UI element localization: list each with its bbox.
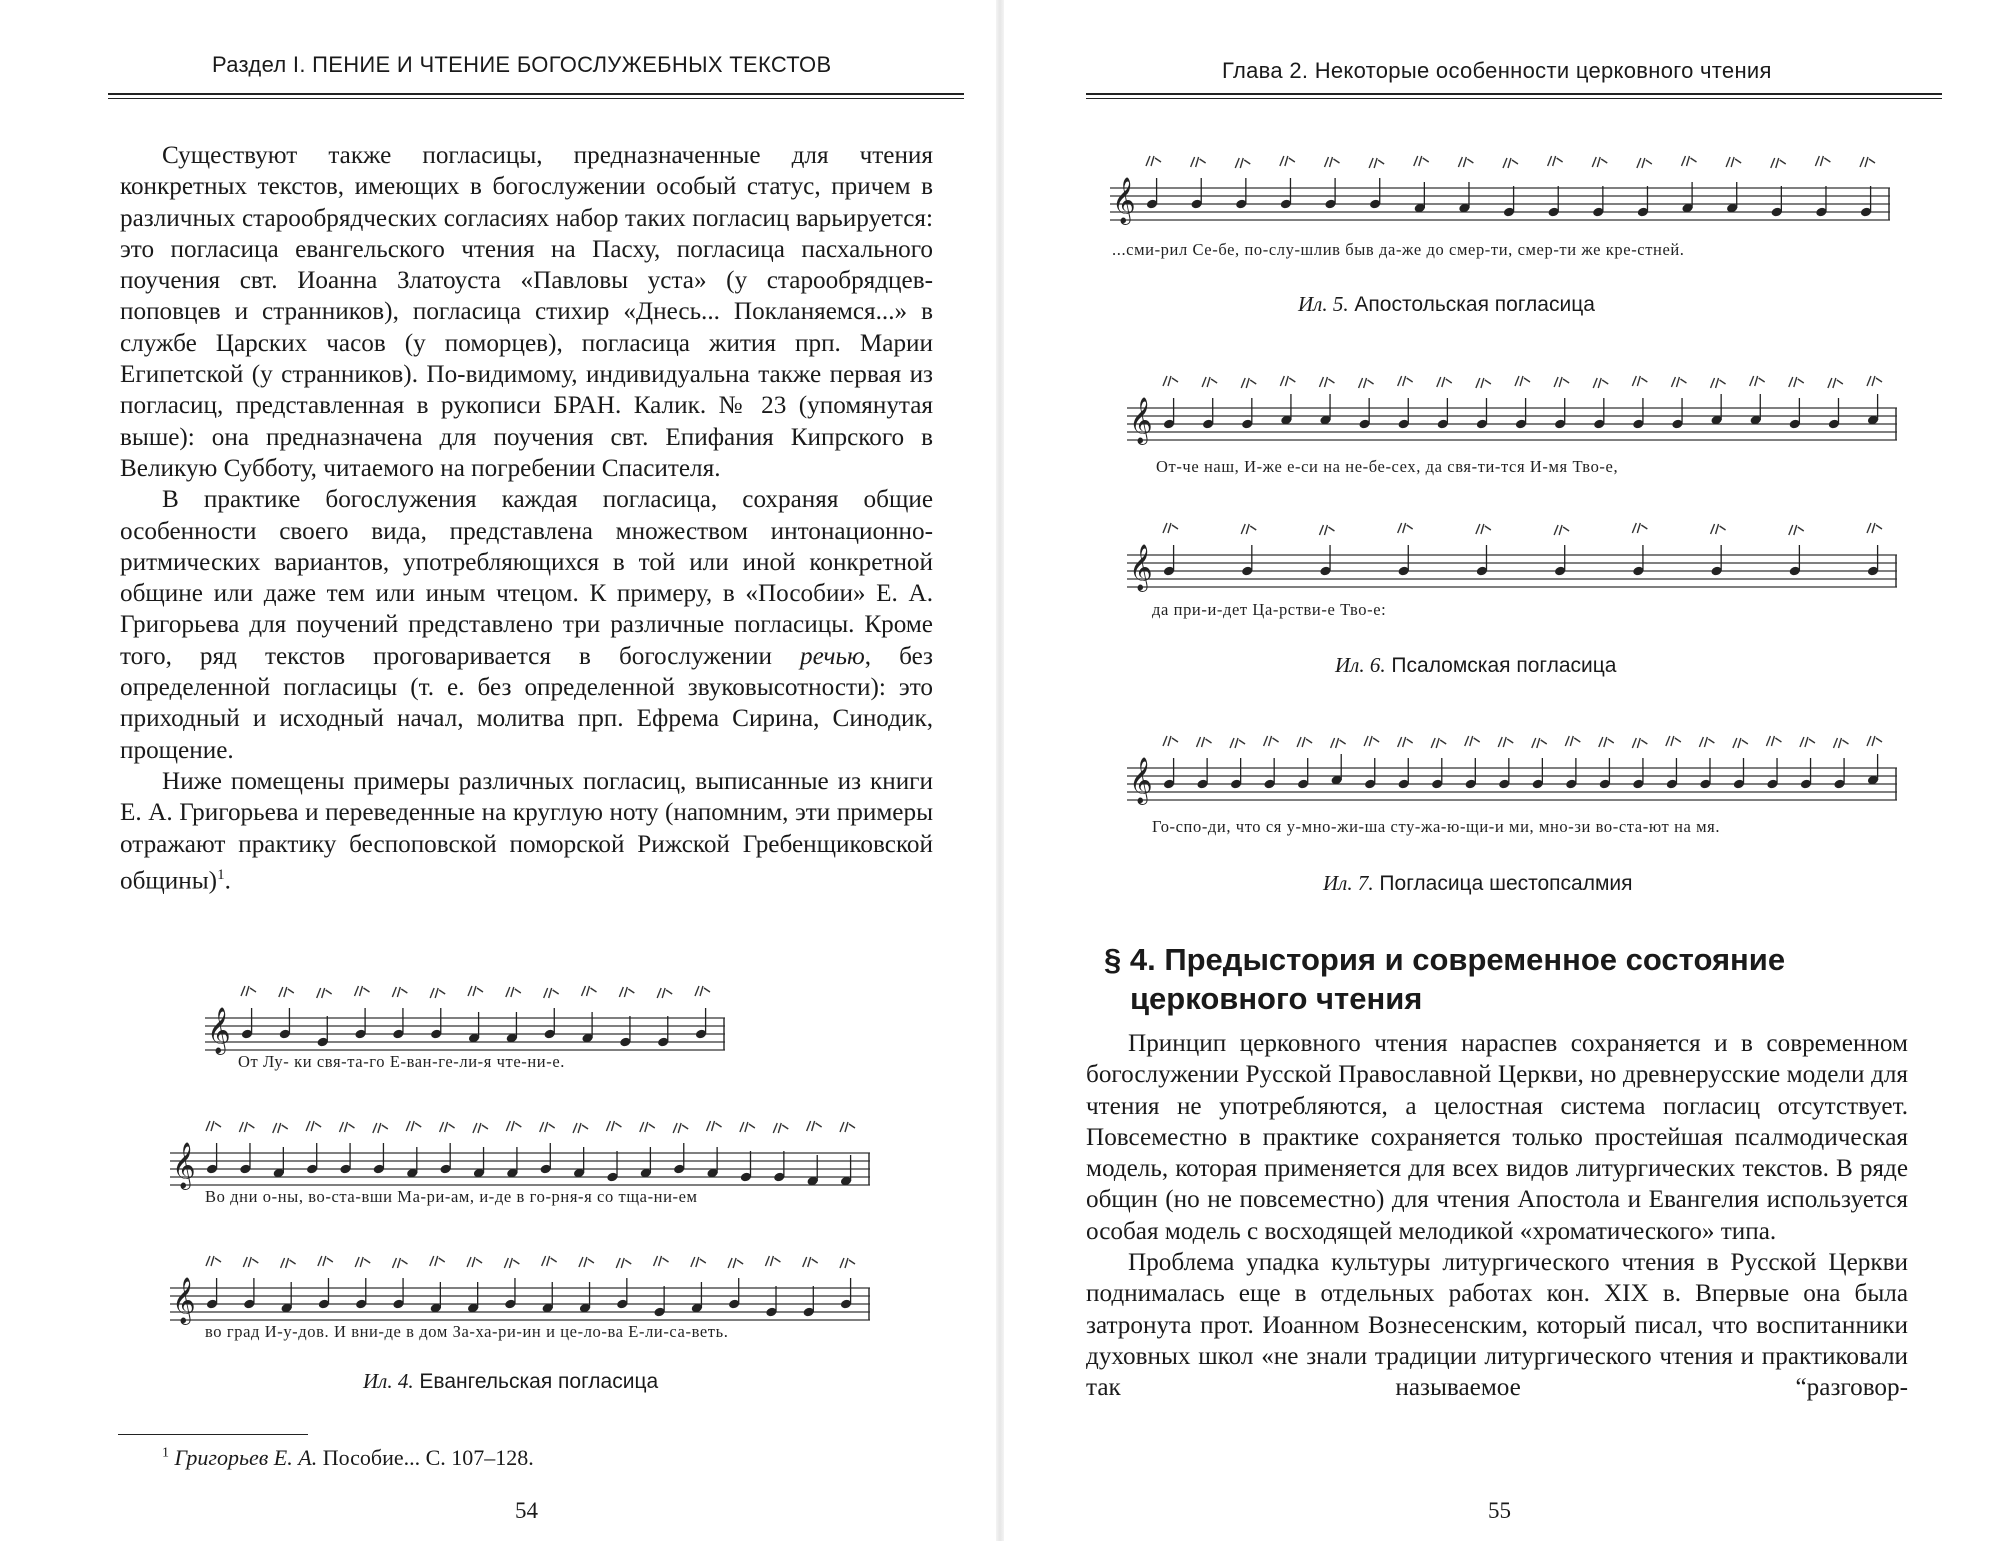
neume-mark bbox=[339, 1122, 354, 1132]
neume-mark bbox=[1682, 156, 1697, 166]
neume-mark bbox=[1280, 156, 1295, 166]
neume-mark bbox=[673, 1123, 688, 1133]
caption-il4: Ил. 4. Евангельская погласица bbox=[363, 1369, 659, 1393]
neume-mark bbox=[1548, 156, 1563, 166]
neume-mark bbox=[1364, 736, 1379, 746]
neume-mark bbox=[468, 986, 483, 996]
caption-il6: Ил. 6. Псаломская погласица bbox=[1335, 653, 1617, 677]
neume-mark bbox=[616, 1258, 631, 1268]
treble-clef: 𝄞 bbox=[1112, 177, 1136, 224]
neume-mark bbox=[1711, 524, 1726, 534]
neume-mark bbox=[1319, 525, 1334, 535]
neume-mark bbox=[406, 1121, 421, 1131]
neume-mark bbox=[317, 988, 332, 998]
lyrics-line: От Лу- ки свя-та-го Е-ван-ге-ли-я чте-ни-е. bbox=[238, 1052, 565, 1071]
neume-mark bbox=[654, 1256, 669, 1266]
neume-mark bbox=[840, 1258, 855, 1268]
neume-mark bbox=[640, 1122, 655, 1132]
neume-mark bbox=[1671, 377, 1686, 387]
neume-mark bbox=[1750, 376, 1765, 386]
main-text bbox=[1086, 1028, 1908, 1404]
neume-mark bbox=[803, 1257, 818, 1267]
neume-mark bbox=[544, 988, 559, 998]
neume-mark bbox=[807, 1121, 822, 1131]
running-header: Глава 2. Некоторые особенности церковного чтения bbox=[1222, 58, 1772, 83]
neume-mark bbox=[1789, 377, 1804, 387]
neume-mark bbox=[1554, 525, 1569, 535]
neume-mark bbox=[506, 1121, 521, 1131]
neume-mark bbox=[1319, 377, 1334, 387]
treble-clef: 𝄞 bbox=[1129, 397, 1153, 444]
lyrics-line: да при-и-дет Ца-рстви-е Тво-е: bbox=[1152, 600, 1387, 619]
neume-mark bbox=[582, 986, 597, 996]
neume-mark bbox=[355, 1257, 370, 1267]
neume-mark bbox=[440, 1122, 455, 1132]
neume-mark bbox=[542, 1256, 557, 1266]
staff-il5 bbox=[1110, 140, 1890, 240]
neume-mark bbox=[243, 1257, 258, 1267]
header-rule bbox=[1086, 93, 1942, 99]
neume-mark bbox=[306, 1121, 321, 1131]
neume-mark bbox=[467, 1257, 482, 1267]
neume-mark bbox=[1593, 378, 1608, 388]
neume-mark bbox=[1437, 377, 1452, 387]
neume-mark bbox=[1733, 738, 1748, 748]
neume-mark bbox=[1197, 737, 1212, 747]
right-page bbox=[1000, 0, 2000, 1541]
footnote-rule bbox=[118, 1434, 308, 1435]
neume-mark bbox=[206, 1256, 221, 1266]
paragraph: Проблема упадка культуры литургического чтения в Русской Церкви поднималась еще в отдельных работах кон. XIX в. Впервые она была затронута прот. Иоанном Вознесенским, который писал, что воспитанники духовных школ «не знали традиции литургического чтения и практиковали так называемое “разговор- bbox=[1086, 1249, 1908, 1402]
neume-mark bbox=[773, 1123, 788, 1133]
emphasis: речью bbox=[800, 642, 865, 670]
neume-mark bbox=[1828, 378, 1843, 388]
header-rule bbox=[108, 93, 964, 99]
neume-mark bbox=[840, 1122, 855, 1132]
caption-il5: Ил. 5. Апостольская погласица bbox=[1298, 292, 1595, 316]
neume-mark bbox=[1235, 158, 1250, 168]
neume-mark bbox=[573, 1123, 588, 1133]
footnote-ref: 1 bbox=[217, 866, 225, 883]
neume-mark bbox=[1325, 157, 1340, 167]
lyrics-line: Го-спо-ди, что ся у-мно-жи-ша сту-жа-ю-щи-и ми, мно-зи во-ста-ют на мя. bbox=[1152, 817, 1721, 836]
lyrics-line: ...сми-рил Се-бе, по-слу-шлив быв да-же до смер-ти, смер-ти же кре-стней. bbox=[1112, 240, 1685, 259]
neume-mark bbox=[1800, 737, 1815, 747]
neume-mark bbox=[1458, 157, 1473, 167]
neume-mark bbox=[1191, 157, 1206, 167]
paragraph: Принцип церковного чтения нараспев сохраняется и в современном богослужении Русской Православной Церкви, но древнерусские модели для чтения не употребляются, а целостная система погласиц отсутствует. Повсеместно в практике сохраняется только простейшая псалмодическая модель, которая применяется для всех видов литургических текстов. В ряде общин (но не повсеместно) для чтения Апостола и Евангелия используется особая модель с восходящей мелодикой «хроматического» типа. bbox=[1086, 1030, 1908, 1245]
treble-clef: 𝄞 bbox=[207, 1007, 231, 1054]
neume-mark bbox=[1498, 737, 1513, 747]
neume-mark bbox=[1398, 523, 1413, 533]
neume-mark bbox=[1867, 523, 1882, 533]
neume-mark bbox=[1431, 738, 1446, 748]
neume-mark bbox=[504, 1258, 519, 1268]
neume-mark bbox=[1476, 378, 1491, 388]
neume-mark bbox=[355, 986, 370, 996]
running-header: Раздел I. ПЕНИЕ И ЧТЕНИЕ БОГОСЛУЖЕБНЫХ ТЕКСТОВ bbox=[212, 52, 832, 77]
neume-mark bbox=[1163, 376, 1178, 386]
neume-mark bbox=[1241, 524, 1256, 534]
neume-mark bbox=[1398, 376, 1413, 386]
neume-mark bbox=[1867, 376, 1882, 386]
lyrics-line: От-че наш, И-же е-си на не-бе-сех, да свя-ти-тся И-мя Тво-е, bbox=[1156, 457, 1619, 476]
section-heading: § 4. Предыстория и современное состояние церковного чтения bbox=[1104, 942, 1786, 1016]
neume-mark bbox=[430, 1256, 445, 1266]
neume-mark bbox=[619, 987, 634, 997]
main-text bbox=[120, 140, 933, 897]
neume-mark bbox=[1860, 157, 1875, 167]
neume-mark bbox=[1711, 378, 1726, 388]
neume-mark bbox=[279, 987, 294, 997]
neume-mark bbox=[1867, 736, 1882, 746]
paragraph: Ниже помещены примеры различных погласиц, выписанные из книги Е. А. Григорьева и переведенные на круглую ноту (напомним, эти примеры отражают практику беспоповской поморской Рижской Гребенщиковской общины)$^1$. bbox=[120, 767, 933, 895]
treble-clef: 𝄞 bbox=[1129, 757, 1153, 804]
neume-mark bbox=[1771, 158, 1786, 168]
neume-mark bbox=[765, 1256, 780, 1266]
neume-mark bbox=[1726, 157, 1741, 167]
neume-mark bbox=[392, 1258, 407, 1268]
treble-clef: 𝄞 bbox=[172, 1142, 196, 1189]
lyrics-line: во град И-у-дов. И вни-де в дом За-ха-ри-ин и це-ло-ва Е-ли-са-веть. bbox=[205, 1322, 729, 1341]
neume-mark bbox=[1202, 377, 1217, 387]
neume-mark bbox=[1599, 737, 1614, 747]
staff-il6a bbox=[1127, 360, 1897, 460]
neume-mark bbox=[1515, 376, 1530, 386]
neume-mark bbox=[239, 1122, 254, 1132]
treble-clef: 𝄞 bbox=[1129, 544, 1153, 591]
neume-mark bbox=[281, 1258, 296, 1268]
neume-mark bbox=[206, 1121, 221, 1131]
neume-mark bbox=[1414, 156, 1429, 166]
footnote: $^1$ Григорьев Е. А. Пособие... С. 107–128. bbox=[162, 1445, 534, 1470]
neume-mark bbox=[1632, 523, 1647, 533]
neume-mark bbox=[1592, 157, 1607, 167]
neume-mark bbox=[707, 1121, 722, 1131]
neume-mark bbox=[691, 1257, 706, 1267]
neume-mark bbox=[1699, 737, 1714, 747]
neume-mark bbox=[695, 986, 710, 996]
neume-mark bbox=[579, 1257, 594, 1267]
neume-mark bbox=[1789, 525, 1804, 535]
neume-mark bbox=[1163, 736, 1178, 746]
neume-mark bbox=[740, 1122, 755, 1132]
neume-mark bbox=[1230, 738, 1245, 748]
neume-mark bbox=[728, 1258, 743, 1268]
page-number: 54 bbox=[515, 1498, 538, 1523]
neume-mark bbox=[657, 988, 672, 998]
page-number: 55 bbox=[1488, 1498, 1511, 1523]
lyrics-line: Во дни о-ны, во-ста-вши Ма-ри-ам, и-де в го-рня-я со тща-ни-ем bbox=[205, 1187, 698, 1206]
neume-mark bbox=[473, 1123, 488, 1133]
neume-mark bbox=[1815, 156, 1830, 166]
neume-mark bbox=[540, 1122, 555, 1132]
neume-mark bbox=[1833, 738, 1848, 748]
neume-mark bbox=[1331, 738, 1346, 748]
paragraph: В практике богослужения каждая погласица, сохраняя общие особенности своего вида, представлена множеством интонационно-ритмических вариантов, употребляющихся в той или иной конкретной общине или даже тем или иным чтецом. К примеру, в «Пособии» Е. А. Григорьева для поучений представлено три различные погласицы. Кроме того, ряд текстов проговаривается в богослужении речью, без определенной погласицы (т. е. без определенной звуковысотности): это приходный и исходный начал, молитва прп. Ефрема Сирина, Синодик, прощение. bbox=[120, 486, 934, 764]
neume-mark bbox=[1632, 376, 1647, 386]
neume-mark bbox=[1465, 736, 1480, 746]
neume-mark bbox=[373, 1123, 388, 1133]
paragraph: Существуют также погласицы, предназначенные для чтения конкретных текстов, имеющих в богослужении особый статус, причем в различных старообрядческих согласиях набор таких погласиц варьируется: это погласица евангельского чтения на Пасху, погласица пасхального поучения свт. Иоанна Златоуста «Павловы уста» (у старообрядцев-поповцев и странников), погласица стихир «Днесь... Покланяемся...» в службе Царских часов (у поморцев), погласица жития прп. Марии Египетской (у странников). По-видимому, индивидуальна также первая из погласиц, представленная в рукописи БРАН. Калик. № 23 (упомянутая выше): она предназначена для поучения свт. Епифания Кипрского в Великую Субботу, читаемого на погребении Спасителя. bbox=[120, 142, 933, 482]
neume-mark bbox=[606, 1121, 621, 1131]
neume-mark bbox=[1532, 738, 1547, 748]
neume-mark bbox=[506, 987, 521, 997]
neume-mark bbox=[1554, 377, 1569, 387]
staff-il6b bbox=[1127, 507, 1897, 607]
neume-mark bbox=[1297, 737, 1312, 747]
neume-mark bbox=[1163, 523, 1178, 533]
neume-mark bbox=[1398, 737, 1413, 747]
neume-mark bbox=[273, 1123, 288, 1133]
neume-mark bbox=[1369, 158, 1384, 168]
neume-mark bbox=[1476, 524, 1491, 534]
neume-mark bbox=[1359, 378, 1374, 388]
neume-mark bbox=[1280, 376, 1295, 386]
staff-il7 bbox=[1127, 720, 1897, 820]
treble-clef: 𝄞 bbox=[172, 1277, 196, 1324]
caption-il7: Ил. 7. Погласица шестопсалмия bbox=[1323, 871, 1633, 895]
neume-mark bbox=[1503, 158, 1518, 168]
neume-mark bbox=[1766, 736, 1781, 746]
neume-mark bbox=[392, 987, 407, 997]
neume-mark bbox=[241, 986, 256, 996]
neume-mark bbox=[318, 1256, 333, 1266]
neume-mark bbox=[1632, 738, 1647, 748]
neume-mark bbox=[1666, 736, 1681, 746]
neume-mark bbox=[1241, 378, 1256, 388]
neume-mark bbox=[1637, 158, 1652, 168]
neume-mark bbox=[1146, 156, 1161, 166]
neume-mark bbox=[1565, 736, 1580, 746]
neume-mark bbox=[430, 988, 445, 998]
neume-mark bbox=[1264, 736, 1279, 746]
